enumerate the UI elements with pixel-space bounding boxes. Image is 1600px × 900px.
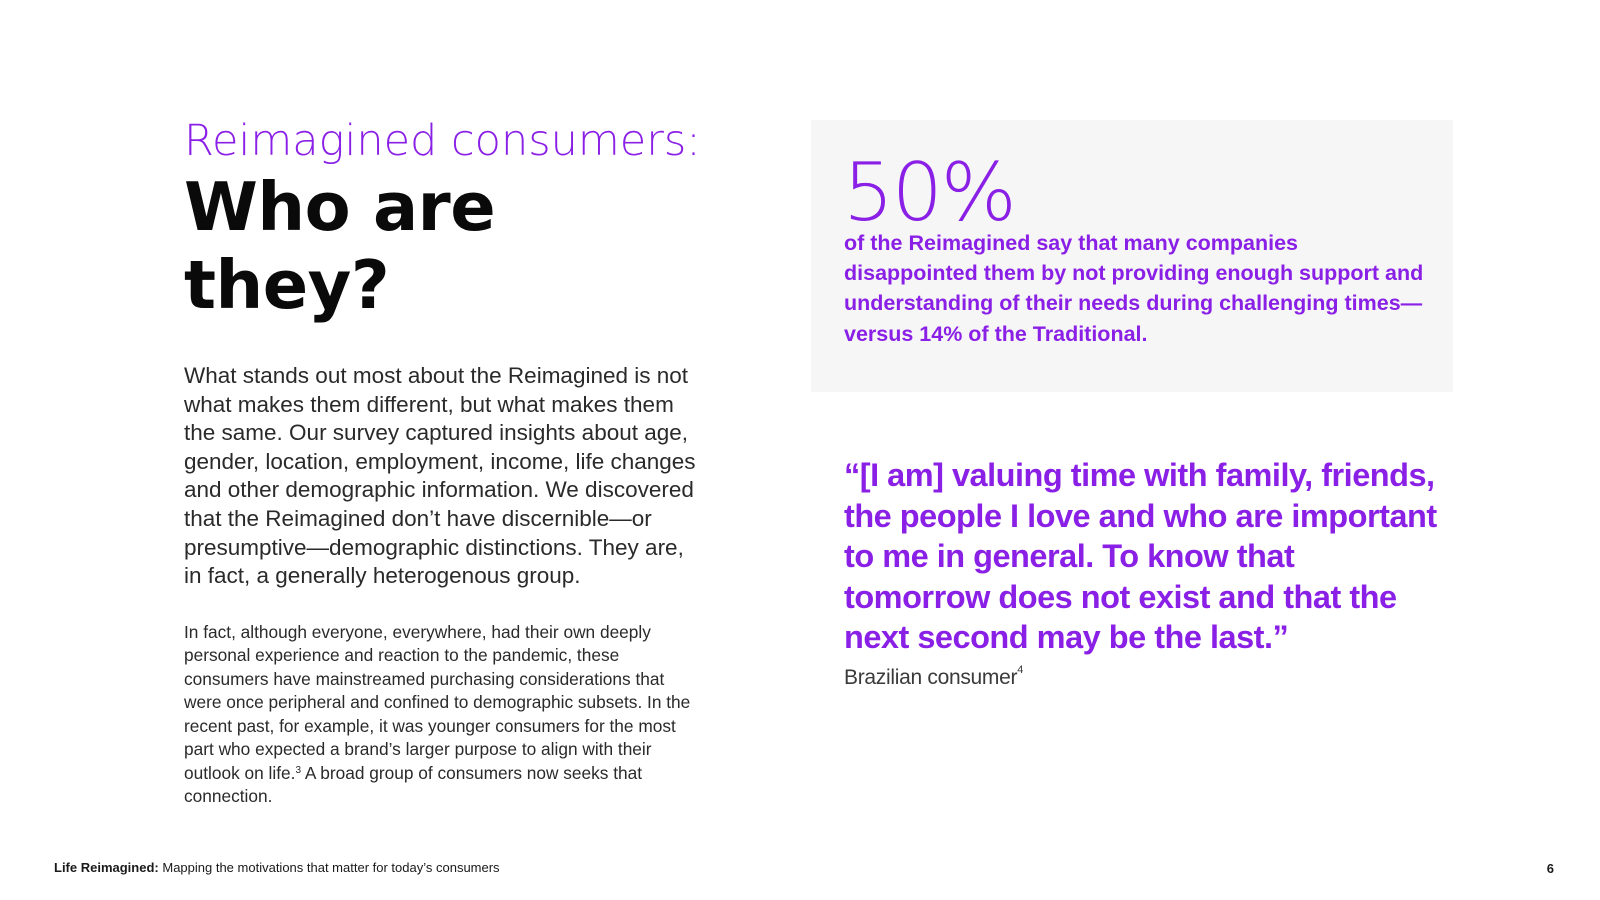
body-text-part-1: In fact, although everyone, everywhere, had their own deeply personal experience and reaction to the pandemic, these consumers have mainstreamed purchasing considerations that were once peripheral and confined to demographic subsets. In the recent past, for example, it was younger consumers for the most part who expected a brand’s larger purpose to align with their outlook on life.	[184, 621, 691, 783]
quote-source-text: Brazilian consumer	[844, 666, 1018, 689]
lead-paragraph: What stands out most about the Reimagined is not what makes them different, but what makes them the same. Our survey captured insights about age, gender, location, employment, income, life changes and other demographic information. We discovered that the Reimagined don’t have discernible—or presumptive—demographic distinctions. They are, in fact, a generally heterogenous group.	[184, 363, 696, 589]
body-paragraph	[184, 621, 704, 809]
footer-brand: Life Reimagined:	[54, 860, 159, 875]
stat-callout-box	[811, 120, 1453, 392]
page-title: Who are they?	[184, 168, 496, 324]
section-kicker: Reimagined consumers:	[184, 116, 701, 166]
quote-attribution	[844, 666, 1023, 690]
footer-subtitle: Mapping the motivations that matter for today’s consumers	[158, 860, 500, 875]
pull-quote: “[I am] valuing time with family, friends, the people I love and who are important to me in general. To know that tomorrow does not exist and that the next second may be the last.”	[844, 457, 1437, 655]
footer	[54, 860, 500, 875]
page-number: 6	[1546, 861, 1554, 876]
left-column	[184, 112, 704, 809]
footnote-marker: 3	[295, 764, 302, 776]
stat-number: 50%	[843, 146, 1015, 239]
stat-description: of the Reimagined say that many companies disappointed them by not providing enough support and understanding of their needs during challenging times—versus 14% of the Traditional.	[844, 231, 1424, 346]
body-text-part-2: A broad group of consumers now seeks that connection.	[184, 762, 643, 807]
quote-footnote-marker: 4	[1017, 664, 1024, 676]
